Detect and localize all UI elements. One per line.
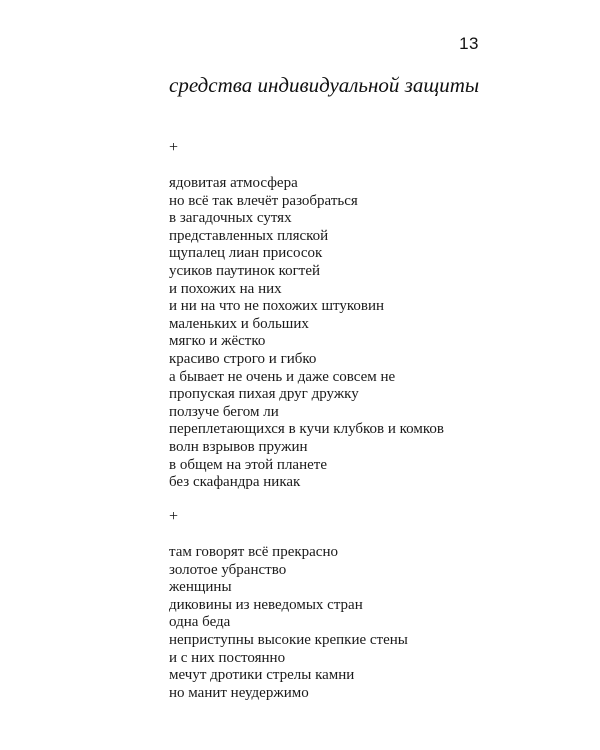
- poem-line: но манит неудержимо: [169, 684, 309, 701]
- poem-section-2: [169, 508, 408, 702]
- poem-line: там говорят всё прекрасно: [169, 544, 338, 560]
- poem-lines: [169, 175, 444, 492]
- section-marker: +: [169, 139, 179, 156]
- poem-line: ползуче бегом ли: [169, 403, 279, 420]
- poem-line: женщины: [169, 579, 232, 596]
- page-number: 13: [459, 34, 479, 53]
- section-marker: +: [169, 508, 179, 525]
- poem-line: и с них постоянно: [169, 649, 286, 666]
- poem-line: щупалец лиан присосок: [169, 245, 323, 262]
- poem-line: золотое убранство: [169, 561, 287, 578]
- poem-section-1: [169, 139, 444, 492]
- poem-line: маленьких и больших: [169, 315, 309, 332]
- poem-line: но всё так влечёт разобраться: [169, 192, 358, 209]
- poem-line: одна беда: [169, 614, 231, 631]
- poem-line: красиво строго и гибко: [169, 350, 317, 367]
- poem-line: мечут дротики стрелы камни: [169, 667, 355, 684]
- poem-line: диковины из неведомых стран: [169, 596, 363, 613]
- poem-line: в общем на этой планете: [169, 456, 327, 473]
- poem-line: представленных пляской: [169, 227, 329, 244]
- poem-line: а бывает не очень и даже совсем не: [169, 368, 396, 385]
- poem-line: усиков паутинок когтей: [169, 262, 321, 279]
- poem-line: в загадочных сутях: [169, 210, 292, 227]
- poem-line: переплетающихся в кучи клубков и комков: [169, 421, 444, 438]
- poem-title: средства индивидуальной защиты: [169, 73, 480, 97]
- poem-line: и ни на что не похожих штуковин: [169, 298, 385, 315]
- poem-line: ядовитая атмосфера: [169, 175, 298, 191]
- poem-line: без скафандра никак: [169, 474, 301, 491]
- poem-line: мягко и жёстко: [169, 333, 266, 350]
- poem-line: пропуская пихая друг дружку: [169, 386, 359, 403]
- poem-line: и похожих на них: [169, 280, 282, 297]
- poem-line: волн взрывов пружин: [169, 438, 308, 455]
- poem-line: неприступны высокие крепкие стены: [169, 631, 408, 648]
- poem-lines: [169, 544, 408, 702]
